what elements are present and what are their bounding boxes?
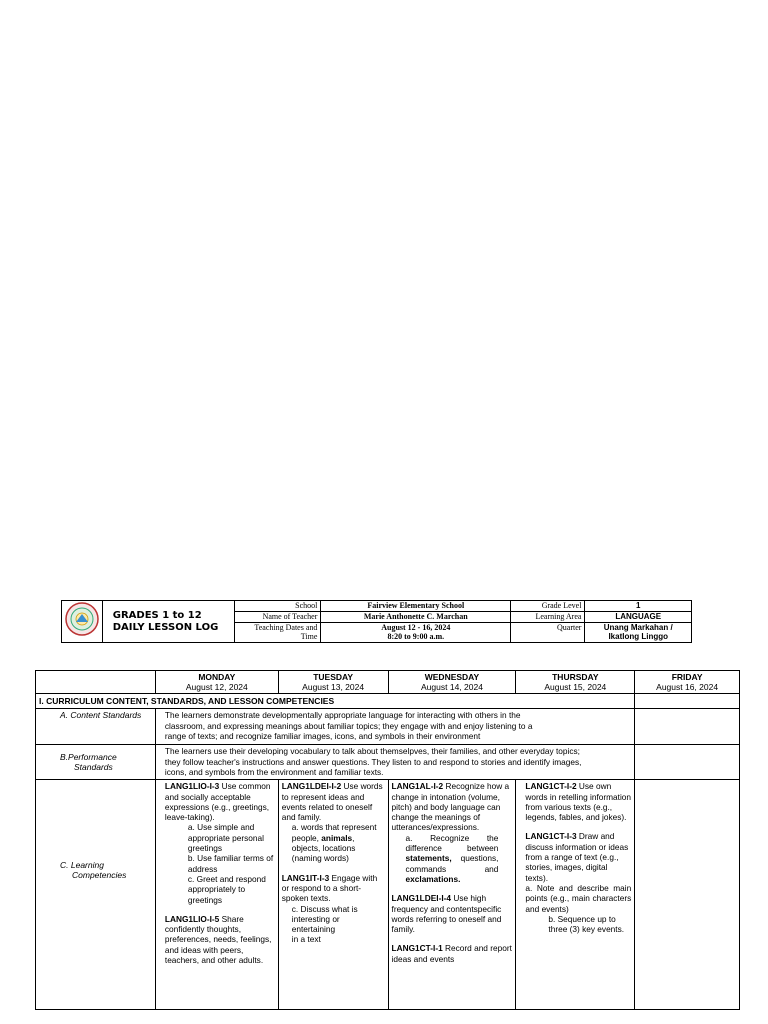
- text-line: they follow teacher's instructions and answer questions. They listen to and respond to stories and identify images,: [164, 756, 582, 767]
- teacher-value: Marie Anthonette C. Marchan: [321, 612, 511, 622]
- dates-value-line-2: 8:20 to 9:00 a.m.: [387, 631, 445, 641]
- empty-cell: [635, 709, 740, 745]
- sub-item-b: b. Sequence up to three (3) key events.: [548, 913, 625, 935]
- header-table: [61, 600, 692, 643]
- competency-wednesday: [388, 780, 516, 1010]
- competency-text: Share confidently thoughts, preferences, needs, feelings, and ideas with peers, teachers, and other adults.: [164, 913, 272, 966]
- learning-competencies-label: [36, 780, 156, 1010]
- competency-code: LANG1CT-I-1: [391, 943, 443, 954]
- day-header-thursday: [516, 671, 635, 694]
- quarter-value: [585, 622, 692, 643]
- text-line: The learners demonstrate developmentally appropriate language for interacting with others in the: [164, 710, 521, 721]
- sub-item-a-text: a. words that represent people,: [291, 822, 377, 843]
- day-date: August 15, 2024: [544, 682, 607, 692]
- text-line: The learners use their developing vocabulary to talk about themselpves, their families, and other everyday topics;: [164, 746, 580, 757]
- title-line-1: GRADES 1 to 12: [112, 609, 202, 621]
- day-header-wednesday: [388, 671, 516, 694]
- competency-tuesday: [278, 780, 388, 1010]
- school-seal-icon: [65, 602, 99, 636]
- sub-item-a-bold: animals: [321, 832, 353, 843]
- competency-friday: [635, 780, 740, 1010]
- day-name: MONDAY: [198, 672, 236, 682]
- competency-code: LANG1CT-I-2: [525, 781, 577, 792]
- competency-code: LANG1IT-I-3: [281, 872, 330, 883]
- corner-cell: [36, 671, 156, 694]
- day-name: TUESDAY: [313, 672, 354, 682]
- competency-code: LANG1LIO-I-3: [164, 781, 220, 792]
- competency-code: LANG1LIO-I-5: [164, 913, 220, 924]
- day-name: THURSDAY: [552, 672, 599, 682]
- sub-item-a: a. Note and describe main points (e.g., main characters and events): [525, 882, 632, 914]
- sub-item-c-continued: in a text: [291, 934, 321, 945]
- competency-code: LANG1AL-I-2: [391, 781, 444, 792]
- learning-competencies-row: [36, 780, 740, 1010]
- day-name: FRIDAY: [671, 672, 703, 682]
- learning-area-value: LANGUAGE: [585, 612, 692, 622]
- competency-text: Record and report ideas and events: [391, 943, 512, 964]
- sub-item-a-text: a. Recognize the difference between: [405, 832, 499, 854]
- teacher-label: Name of Teacher: [234, 612, 321, 622]
- sub-item-a-text: , objects, locations (naming words): [291, 832, 356, 864]
- competency-monday: [155, 780, 278, 1010]
- day-header-monday: [155, 671, 278, 694]
- empty-cell: [635, 694, 740, 709]
- competency-text: Use common and socially acceptable expressions (e.g., greetings, leave-taking).: [164, 781, 271, 823]
- dates-label-line-2: Time: [300, 631, 318, 641]
- form-title: [102, 601, 234, 643]
- sub-item-a: a. Use simple and appropriate personal greetings: [187, 822, 264, 854]
- performance-standards-row: [36, 745, 740, 780]
- competency-text: Recognize how a change in intonation (volume, pitch) and body language can change the meanings of utterances/expressions.: [391, 781, 510, 833]
- content-standards-label: A. Content Standards: [36, 709, 156, 745]
- competency-text: Engage with or respond to a short-spoken texts.: [281, 872, 378, 904]
- competency-code: LANG1LDEI-I-2: [281, 781, 342, 792]
- day-name: WEDNESDAY: [424, 672, 480, 682]
- text-line: range of texts; and recognize familiar images, icons, and symbols in their environment: [164, 730, 481, 741]
- competency-text: Use words to represent ideas and events related to oneself and family.: [281, 781, 383, 823]
- competency-text: Use own words in retelling information from various texts (e.g., legends, fables, and jokes).: [525, 781, 632, 823]
- section-heading: I. CURRICULUM CONTENT, STANDARDS, AND LESSON COMPETENCIES: [36, 694, 635, 709]
- label-line-2: Competencies: [72, 869, 127, 880]
- sub-item-a-text: questions, commands and: [405, 853, 499, 874]
- quarter-label: Quarter: [511, 622, 585, 643]
- dates-value: [321, 622, 511, 643]
- sub-item-a-bold: exclamations.: [405, 873, 461, 884]
- text-line: icons, and symbols from the environment and familiar texts.: [164, 766, 384, 777]
- quarter-value-line-1: Unang Markahan /: [603, 622, 673, 632]
- grade-level-label: Grade Level: [511, 601, 585, 612]
- school-label: School: [234, 601, 321, 612]
- sub-item-c: c. Discuss what is interesting or entertaining: [291, 903, 358, 935]
- dates-label-line-1: Teaching Dates and: [254, 622, 318, 632]
- competency-code: LANG1CT-I-3: [525, 831, 577, 842]
- day-date: August 12, 2024: [185, 682, 248, 692]
- grade-level-value: 1: [585, 601, 692, 612]
- dates-value-line-1: August 12 - 16, 2024: [381, 622, 451, 632]
- performance-standards-label: [36, 745, 156, 780]
- label-line-1: C. Learning: [60, 859, 104, 870]
- day-header-friday: [635, 671, 740, 694]
- label-line-1: B.Performance: [60, 752, 117, 762]
- lesson-log-table: [35, 670, 740, 1010]
- school-logo-cell: [62, 601, 103, 643]
- text-line: classroom, and expressing meanings about familiar topics; they engage with and enjoy listening to a: [164, 720, 533, 731]
- day-header-row: [36, 671, 740, 694]
- sub-item-b: b. Use familiar terms of address: [187, 853, 274, 874]
- content-standards-text: [155, 709, 634, 745]
- day-date: August 14, 2024: [421, 682, 483, 692]
- title-line-2: DAILY LESSON LOG: [112, 621, 219, 633]
- empty-cell: [635, 745, 740, 780]
- day-header-tuesday: [278, 671, 388, 694]
- day-date: August 16, 2024: [656, 682, 719, 692]
- label-line-2: Standards: [74, 762, 113, 773]
- competency-code: LANG1LDEI-I-4: [391, 893, 452, 904]
- performance-standards-text: [155, 745, 634, 780]
- sub-item-c: c. Greet and respond appropriately to greetings: [187, 873, 266, 905]
- content-standards-row: [36, 709, 740, 745]
- quarter-value-line-2: Ikatlong Linggo: [608, 631, 668, 641]
- sub-item-a-bold: statements,: [405, 853, 452, 864]
- competency-text: Use high frequency and contentspecific words referring to oneself and family.: [391, 893, 502, 935]
- dates-label: [234, 622, 321, 643]
- competency-thursday: [516, 780, 635, 1010]
- day-date: August 13, 2024: [302, 682, 365, 692]
- learning-area-label: Learning Area: [511, 612, 585, 622]
- school-value: Fairview Elementary School: [321, 601, 511, 612]
- competency-text: Draw and discuss information or ideas from a range of text (e.g., stories, images, digital texts).: [525, 831, 629, 883]
